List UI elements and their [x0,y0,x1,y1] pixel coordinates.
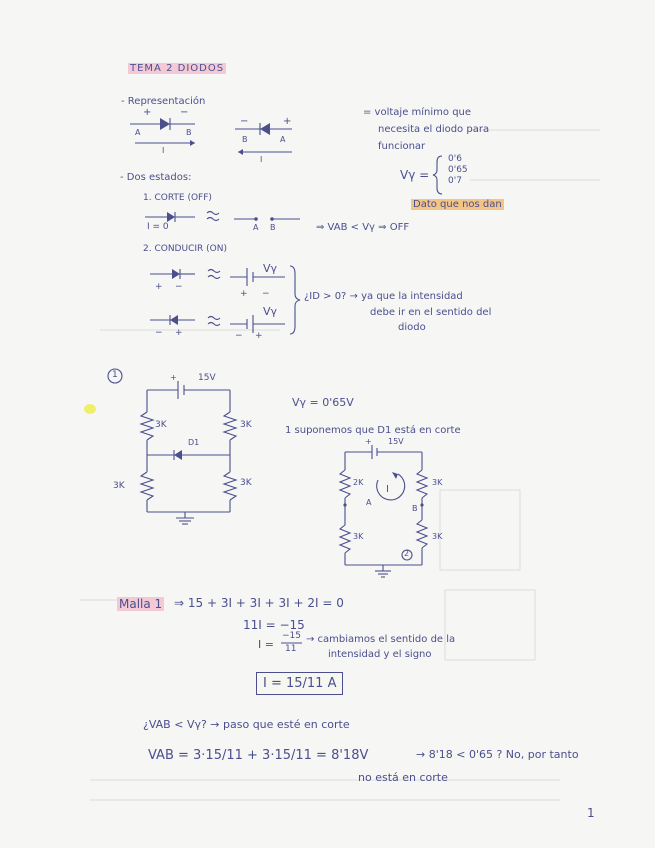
diode1-minus: − [180,107,189,118]
loop-source-plus: + [365,437,372,446]
on1-vr: Vγ [263,262,278,275]
equation-3-den: 11 [285,644,297,654]
page-title: TEMA 2 DIODOS [130,63,225,74]
voltaje-note-1: = voltaje mínimo que [363,107,472,118]
suponemos-note: 1 suponemos que D1 está en corte [285,425,461,436]
vab-note-2: no está en corte [358,771,448,784]
state-conducir: 2. CONDUCIR (ON) [143,244,227,254]
malla-title: Malla 1 [119,597,163,611]
diode1-a: A [135,128,141,137]
on2-plus: + [175,328,183,338]
on1-minus: − [175,282,183,292]
equation-3-note-2: intensidad y el signo [328,649,432,660]
diode2-a: A [280,135,286,144]
corte-b: B [270,223,276,232]
source-label: 15V [198,373,216,383]
diode1-plus: + [143,107,152,118]
vgamma-value-3: 0'7 [448,176,462,186]
r-bottom-right: 3K [240,478,252,488]
loop-r-2k: 2K [353,478,364,487]
r-bottom-left: 3K [113,481,125,491]
diode2-b: B [242,135,248,144]
loop-current-i: I [386,484,389,495]
loop-r-3k-top: 3K [432,478,443,487]
loop-source-label: 15V [388,437,404,446]
malla-equation: ⇒ 15 + 3I + 3I + 3I + 2I = 0 [174,596,344,610]
equation-3-note-1: → cambiamos el sentido de la [306,634,456,645]
diode2-i: I [260,155,263,164]
section-dos-estados: - Dos estados: [120,172,192,183]
diode2-plus: + [283,116,292,127]
equation-3-num: −15 [282,631,301,641]
on2-minus: − [155,328,163,338]
on1-minus-2: − [262,289,270,299]
voltaje-note-2: necesita el diodo para [378,124,490,135]
vgamma-value-2: 0'65 [448,165,468,175]
equation-3-lhs: I = [258,638,274,651]
loop-r-3k-right: 3K [432,532,443,541]
loop-node-b: B [412,504,418,513]
state-corte: 1. CORTE (OFF) [143,193,212,203]
loop-node-a: A [366,498,372,507]
vgamma-label: Vγ = [400,168,430,182]
on1-plus-2: + [240,289,248,299]
conducir-cond-2: debe ir en el sentido del [370,307,492,318]
loop-r-3k-bottom: 3K [353,532,364,541]
vgamma-value-1: 0'6 [448,154,462,164]
corte-cond: I = 0 [147,222,169,232]
vab-equation: VAB = 3·15/11 + 3·15/11 = 8'18V [148,748,369,763]
diode1-b: B [186,128,192,137]
vab-note: → 8'18 < 0'65 ? No, por tanto [416,748,579,761]
conducir-cond: ¿ID > 0? → ya que la intensidad [304,291,463,302]
voltaje-note-3: funcionar [378,141,426,152]
corte-result: ⇒ VAB < Vγ ⇒ OFF [316,222,410,233]
corte-a: A [253,223,259,232]
source-plus: + [170,373,177,382]
r-top-left: 3K [155,420,167,430]
diode1-i: I [162,146,165,155]
page-number: 1 [587,806,595,820]
r-top-right: 3K [240,420,252,430]
exercise-number: 1 [112,370,118,380]
on2-minus-2: − [235,331,243,341]
on1-plus: + [155,282,163,292]
dato-note: Dato que nos dan [413,199,502,210]
equation-2: 11I = −15 [243,618,305,632]
conducir-cond-3: diodo [398,322,426,333]
diode-d1-label: D1 [188,438,200,447]
vr-value: Vγ = 0'65V [292,396,354,409]
diode2-minus: − [240,116,249,127]
on2-vr: Vγ [263,305,278,318]
result-box: I = 15/11 A [256,672,343,695]
loop-number-2: 2 [404,549,410,558]
question-vab: ¿VAB < Vγ? → paso que esté en corte [143,718,350,731]
section-representacion: - Representación [121,96,206,107]
on2-plus-2: + [255,331,263,341]
